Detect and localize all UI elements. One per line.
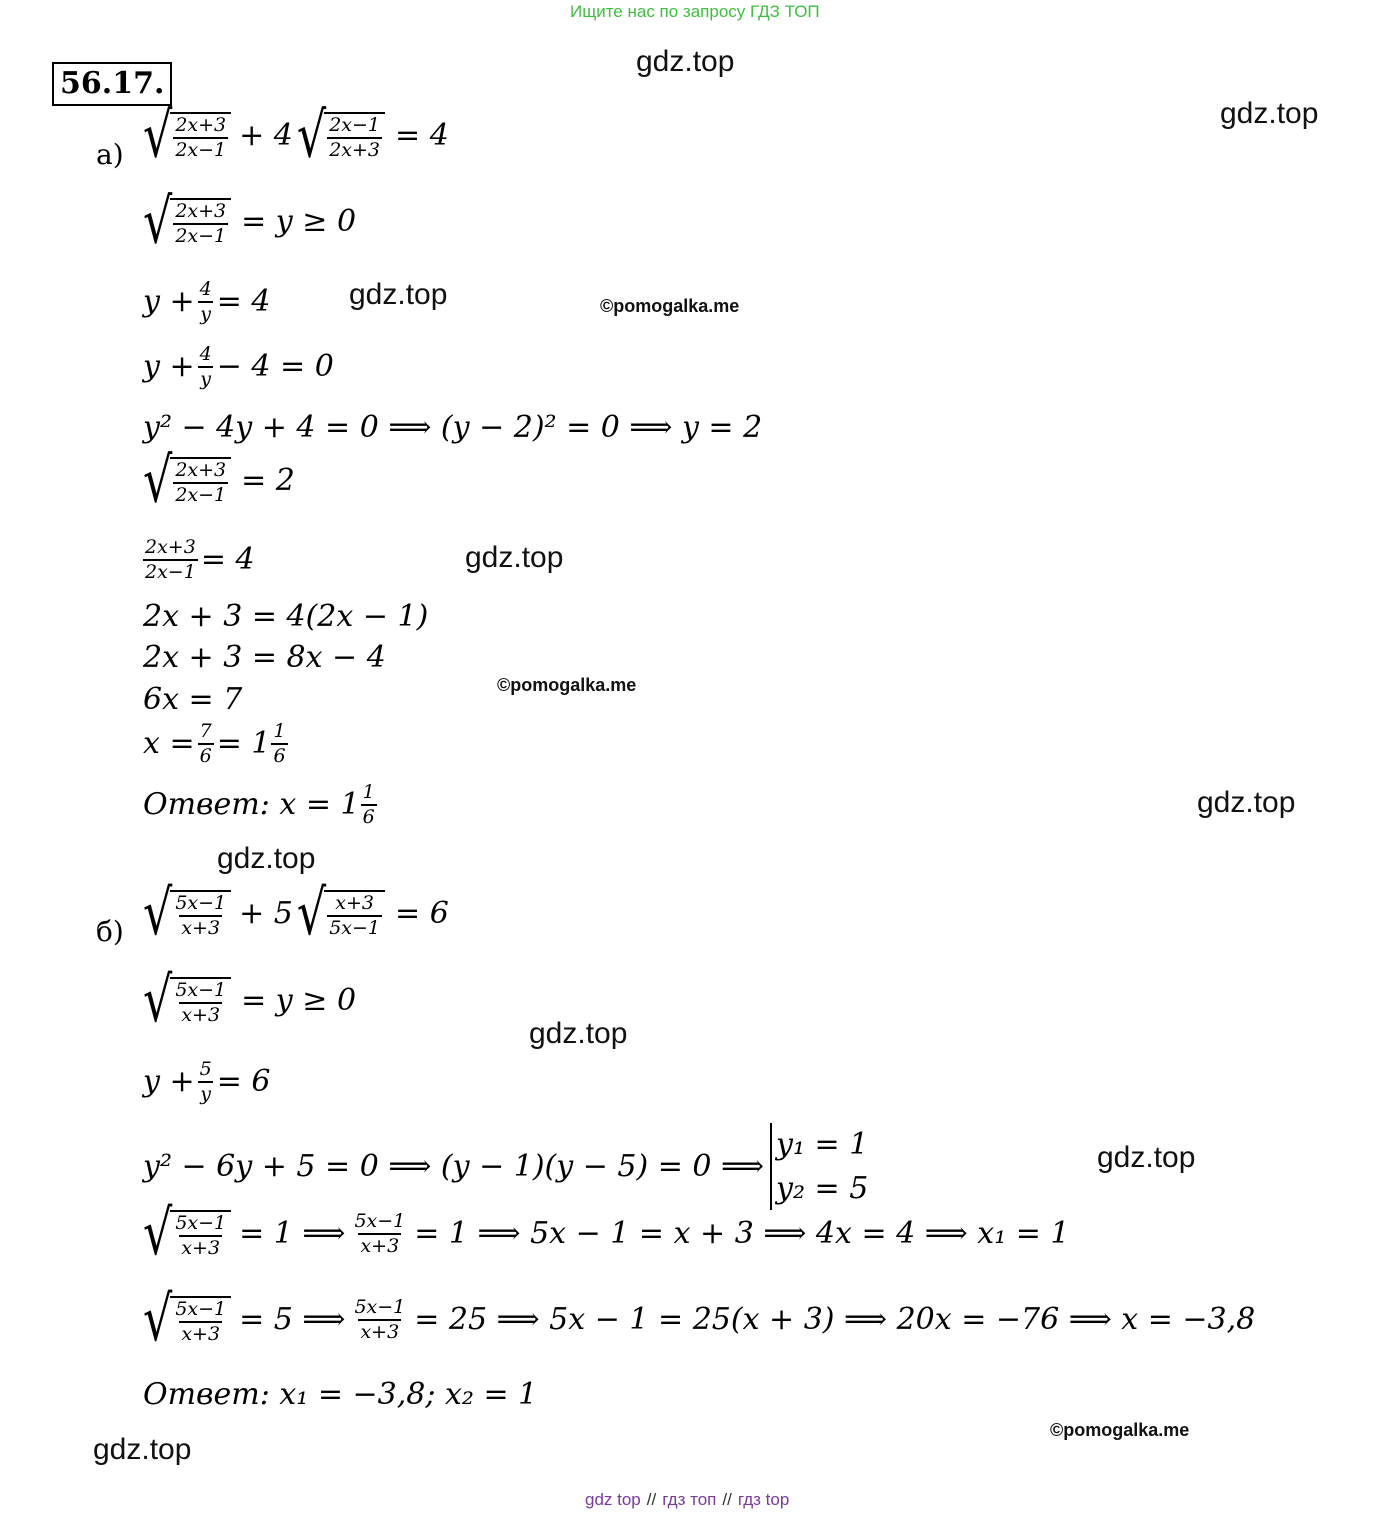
solution-line: 6x = 7 xyxy=(143,682,243,717)
sqrt-expression: √ $\frac{2x-1}{2x+3}$ xyxy=(297,112,385,160)
copyright-watermark: ©pomogalka.me xyxy=(600,296,740,316)
solution-line: $\frac{2x+3}{2x-1}$ = 4 xyxy=(145,536,255,583)
footer-links xyxy=(585,1490,789,1510)
footer-link[interactable]: гдз топ xyxy=(662,1490,717,1509)
watermark: gdz.top xyxy=(529,1017,628,1050)
watermark: gdz.top xyxy=(217,842,316,875)
watermark: gdz.top xyxy=(1097,1141,1196,1174)
part-a-label: а) xyxy=(96,138,124,171)
watermark: gdz.top xyxy=(1197,786,1296,819)
solution-line: 2x + 3 = 4(2x − 1) xyxy=(143,599,429,634)
top-banner[interactable]: Ищите нас по запросу ГДЗ ТОП xyxy=(570,2,820,21)
watermark: gdz.top xyxy=(349,278,448,311)
watermark: gdz.top xyxy=(465,541,564,574)
footer-separator: // xyxy=(646,1490,657,1509)
watermark: gdz.top xyxy=(636,45,735,78)
solution-line: 2x + 3 = 8x − 4 xyxy=(143,640,386,675)
substitution-line: √ $\frac{5x-1}{x+3}$ = y ≥ 0 xyxy=(143,963,357,1037)
problem-number: 56.17. xyxy=(52,62,172,106)
solution-line: x = $\frac{7}{6}$ = 1 $\frac{1}{6}$ xyxy=(143,720,286,767)
footer-separator: // xyxy=(722,1490,732,1509)
watermark: gdz.top xyxy=(1220,97,1319,130)
solution-line: y² − 4y + 4 = 0 ⟹ (y − 2)² = 0 ⟹ y = 2 xyxy=(143,410,763,445)
sqrt-expression: √ $\frac{2x+3}{2x-1}$ xyxy=(143,112,231,160)
system-bracket: y₁ = 1 y₂ = 5 xyxy=(770,1123,868,1210)
footer-link[interactable]: гдз top xyxy=(737,1490,790,1509)
solution-line: y + $\frac{4}{y}$ − 4 = 0 xyxy=(143,343,334,390)
part-a-equation: √ $\frac{2x+3}{2x-1}$ + 4 √ $\frac{2x-1}{2x+3}$ = 4 xyxy=(143,98,449,172)
part-b-answer: Ответ : x₁ = −3,8; x₂ = 1 xyxy=(143,1377,538,1412)
solution-line: √ $\frac{2x+3}{2x-1}$ = 2 xyxy=(143,443,295,517)
part-b-equation: √ $\frac{5x-1}{x+3}$ + 5 √ $\frac{x+3}{5x-1}$ = 6 xyxy=(143,876,449,950)
watermark: gdz.top xyxy=(93,1433,192,1466)
copyright-watermark: ©pomogalka.me xyxy=(497,675,637,695)
solution-line: y + $\frac{5}{y}$ = 6 xyxy=(143,1058,271,1105)
solution-line: y + $\frac{4}{y}$ = 4 xyxy=(143,278,271,325)
substitution-line: √ $\frac{2x+3}{2x-1}$ = y ≥ 0 xyxy=(143,184,357,258)
footer-link[interactable]: gdz top xyxy=(585,1490,641,1509)
solution-line: y² − 6y + 5 = 0 ⟹ (y − 1)(y − 5) = 0 ⟹ y₁ = 1 y₂ = 5 xyxy=(143,1123,868,1210)
solution-line: √ $\frac{5x-1}{x+3}$ = 1 ⟹ $\frac{5x-1}{x+3}$ = 1 ⟹ 5x − 1 = x + 3 ⟹ 4x = 4 ⟹ x₁ = 1 xyxy=(143,1196,1070,1270)
part-a-answer: Ответ : x = 1 $\frac{1}{6}$ xyxy=(143,781,375,828)
solution-line: √ $\frac{5x-1}{x+3}$ = 5 ⟹ $\frac{5x-1}{x+3}$ = 25 ⟹ 5x − 1 = 25(x + 3) ⟹ 20x = −76 ⟹ x = −3,8 xyxy=(143,1282,1256,1356)
part-b-label: б) xyxy=(96,915,124,948)
copyright-watermark: ©pomogalka.me xyxy=(1050,1420,1190,1440)
